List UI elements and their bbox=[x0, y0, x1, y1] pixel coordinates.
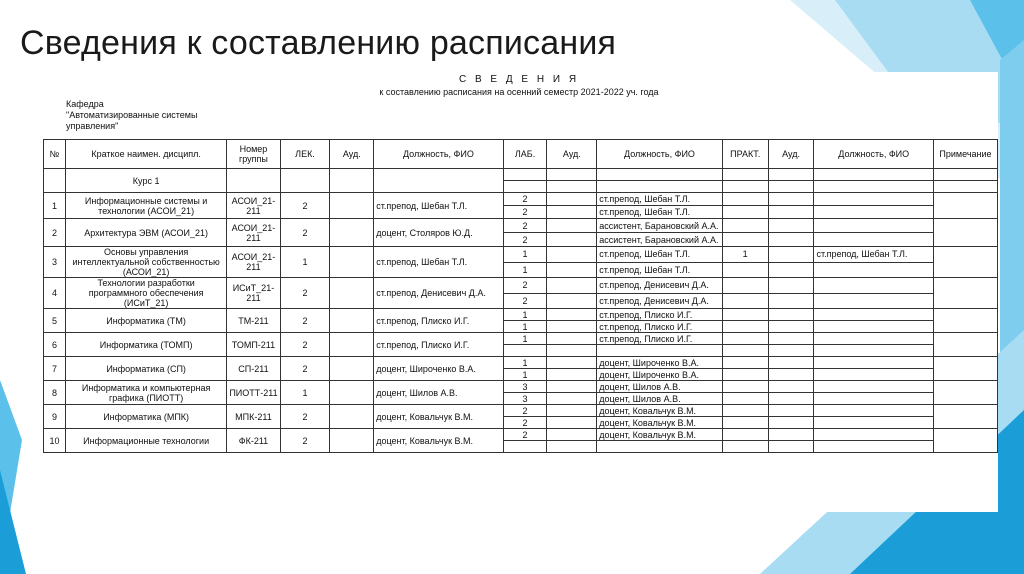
slide-title: Сведения к составлению расписания bbox=[20, 24, 617, 62]
lab-hours: 2 bbox=[503, 278, 547, 294]
schedule-table bbox=[43, 139, 998, 453]
note bbox=[933, 219, 997, 247]
practice-teacher bbox=[814, 309, 933, 321]
practice-room bbox=[768, 381, 814, 393]
lecture-hours: 2 bbox=[280, 278, 330, 309]
discipline-name: Архитектура ЭВМ (АСОИ_21) bbox=[65, 219, 226, 247]
lecture-room bbox=[330, 219, 374, 247]
lab-teacher: доцент, Ковальчук В.М. bbox=[597, 405, 722, 417]
group-number: АСОИ_21-211 bbox=[227, 219, 280, 247]
practice-hours bbox=[722, 233, 768, 247]
discipline-name: Информационные системы и технологии (АСОИ_21) bbox=[65, 193, 226, 219]
lab-hours: 2 bbox=[503, 293, 547, 309]
group-number: ПИОТТ-211 bbox=[227, 381, 280, 405]
practice-teacher bbox=[814, 278, 933, 294]
lab-hours: 1 bbox=[503, 357, 547, 369]
document-scan bbox=[40, 72, 998, 512]
lab-teacher: ст.препод, Денисевич Д.А. bbox=[597, 293, 722, 309]
lab-hours: 2 bbox=[503, 206, 547, 219]
group-number: ТМ-211 bbox=[227, 309, 280, 333]
practice-room bbox=[768, 369, 814, 381]
lecture-hours: 2 bbox=[280, 357, 330, 381]
column-header: ЛАБ. bbox=[503, 140, 547, 169]
row-number: 7 bbox=[44, 357, 66, 381]
discipline-name: Основы управления интеллектуальной собственностью (АСОИ_21) bbox=[65, 247, 226, 278]
table-row bbox=[44, 381, 998, 393]
lab-teacher: ст.препод, Денисевич Д.А. bbox=[597, 278, 722, 294]
lab-hours: 2 bbox=[503, 417, 547, 429]
lab-room bbox=[547, 293, 597, 309]
practice-room bbox=[768, 219, 814, 233]
lab-teacher bbox=[597, 441, 722, 453]
row-number: 9 bbox=[44, 405, 66, 429]
row-number: 6 bbox=[44, 333, 66, 357]
practice-hours bbox=[722, 381, 768, 393]
group-number: СП-211 bbox=[227, 357, 280, 381]
column-header: № bbox=[44, 140, 66, 169]
practice-teacher bbox=[814, 441, 933, 453]
lab-teacher: доцент, Ковальчук В.М. bbox=[597, 417, 722, 429]
practice-room bbox=[768, 405, 814, 417]
row-number: 8 bbox=[44, 381, 66, 405]
lecture-room bbox=[330, 278, 374, 309]
table-row bbox=[44, 405, 998, 417]
practice-teacher bbox=[814, 219, 933, 233]
practice-room bbox=[768, 262, 814, 278]
discipline-name: Информатика (МПК) bbox=[65, 405, 226, 429]
lab-hours bbox=[503, 345, 547, 357]
lecture-teacher: доцент, Шилов А.В. bbox=[374, 381, 503, 405]
practice-teacher bbox=[814, 381, 933, 393]
practice-teacher bbox=[814, 357, 933, 369]
lab-hours: 1 bbox=[503, 321, 547, 333]
table-row bbox=[44, 333, 998, 345]
practice-hours bbox=[722, 357, 768, 369]
column-header: Ауд. bbox=[330, 140, 374, 169]
lab-hours: 1 bbox=[503, 262, 547, 278]
document-subheading: к составлению расписания на осенний семестр 2021-2022 уч. года bbox=[379, 87, 659, 97]
practice-room bbox=[768, 333, 814, 345]
practice-hours bbox=[722, 321, 768, 333]
lecture-hours: 2 bbox=[280, 333, 330, 357]
column-header: ПРАКТ. bbox=[722, 140, 768, 169]
practice-room bbox=[768, 417, 814, 429]
lab-teacher: доцент, Ковальчук В.М. bbox=[597, 429, 722, 441]
practice-teacher bbox=[814, 262, 933, 278]
practice-hours bbox=[722, 333, 768, 345]
lab-hours: 3 bbox=[503, 393, 547, 405]
group-number: МПК-211 bbox=[227, 405, 280, 429]
note bbox=[933, 309, 997, 333]
note bbox=[933, 278, 997, 309]
column-header: Ауд. bbox=[768, 140, 814, 169]
lab-room bbox=[547, 369, 597, 381]
group-number: ТОМП-211 bbox=[227, 333, 280, 357]
lab-room bbox=[547, 333, 597, 345]
lab-room bbox=[547, 357, 597, 369]
department-line: Кафедра bbox=[66, 99, 104, 109]
column-header: Должность, ФИО bbox=[374, 140, 503, 169]
practice-room bbox=[768, 429, 814, 441]
practice-hours bbox=[722, 441, 768, 453]
practice-teacher bbox=[814, 393, 933, 405]
lab-room bbox=[547, 262, 597, 278]
lab-room bbox=[547, 247, 597, 263]
lab-room bbox=[547, 381, 597, 393]
lecture-hours: 1 bbox=[280, 247, 330, 278]
table-row bbox=[44, 278, 998, 294]
column-header: Должность, ФИО bbox=[814, 140, 933, 169]
note bbox=[933, 333, 997, 357]
lab-teacher: ст.препод, Шебан Т.Л. bbox=[597, 193, 722, 206]
lab-teacher: ассистент, Барановский А.А. bbox=[597, 219, 722, 233]
practice-hours bbox=[722, 369, 768, 381]
lab-room bbox=[547, 417, 597, 429]
lab-teacher: доцент, Шилов А.В. bbox=[597, 393, 722, 405]
department-line: "Автоматизированные системы bbox=[66, 110, 198, 120]
practice-hours bbox=[722, 293, 768, 309]
lab-hours: 2 bbox=[503, 219, 547, 233]
table-row bbox=[44, 193, 998, 206]
department-line: управления" bbox=[66, 121, 119, 131]
practice-hours bbox=[722, 262, 768, 278]
lab-room bbox=[547, 321, 597, 333]
lab-teacher: ст.препод, Шебан Т.Л. bbox=[597, 262, 722, 278]
lecture-hours: 2 bbox=[280, 193, 330, 219]
lab-teacher: доцент, Шилов А.В. bbox=[597, 381, 722, 393]
practice-hours bbox=[722, 193, 768, 206]
lecture-hours: 2 bbox=[280, 309, 330, 333]
table-row bbox=[44, 357, 998, 369]
discipline-name: Технологии разработки программного обеспечения (ИСиТ_21) bbox=[65, 278, 226, 309]
lab-room bbox=[547, 429, 597, 441]
lab-room bbox=[547, 405, 597, 417]
lecture-room bbox=[330, 381, 374, 405]
practice-room bbox=[768, 206, 814, 219]
row-number: 10 bbox=[44, 429, 66, 453]
practice-room bbox=[768, 309, 814, 321]
practice-hours bbox=[722, 429, 768, 441]
practice-room bbox=[768, 357, 814, 369]
practice-teacher bbox=[814, 193, 933, 206]
lab-hours: 2 bbox=[503, 405, 547, 417]
lab-teacher: доцент, Широченко В.А. bbox=[597, 369, 722, 381]
practice-teacher bbox=[814, 321, 933, 333]
lab-teacher: ст.препод, Шебан Т.Л. bbox=[597, 247, 722, 263]
row-number: 2 bbox=[44, 219, 66, 247]
lab-teacher: ст.препод, Шебан Т.Л. bbox=[597, 206, 722, 219]
lecture-room bbox=[330, 429, 374, 453]
table-header-row bbox=[44, 140, 998, 169]
lecture-room bbox=[330, 357, 374, 381]
discipline-name: Информационные технологии bbox=[65, 429, 226, 453]
lecture-room bbox=[330, 193, 374, 219]
department-block bbox=[66, 99, 197, 132]
practice-hours bbox=[722, 417, 768, 429]
practice-hours bbox=[722, 405, 768, 417]
lab-hours: 2 bbox=[503, 429, 547, 441]
practice-room bbox=[768, 293, 814, 309]
note bbox=[933, 193, 997, 219]
practice-teacher bbox=[814, 293, 933, 309]
practice-teacher bbox=[814, 206, 933, 219]
practice-room bbox=[768, 345, 814, 357]
column-header: Должность, ФИО bbox=[597, 140, 722, 169]
group-number: ФК-211 bbox=[227, 429, 280, 453]
lab-teacher: ассистент, Барановский А.А. bbox=[597, 233, 722, 247]
practice-hours bbox=[722, 393, 768, 405]
note bbox=[933, 429, 997, 453]
table-row bbox=[44, 219, 998, 233]
lecture-teacher: ст.препод, Плиско И.Г. bbox=[374, 309, 503, 333]
lecture-room bbox=[330, 333, 374, 357]
lecture-hours: 2 bbox=[280, 429, 330, 453]
lecture-teacher: ст.препод, Плиско И.Г. bbox=[374, 333, 503, 357]
note bbox=[933, 381, 997, 405]
practice-room bbox=[768, 247, 814, 263]
practice-hours bbox=[722, 219, 768, 233]
course-row bbox=[44, 169, 998, 181]
lab-room bbox=[547, 309, 597, 321]
practice-room bbox=[768, 321, 814, 333]
practice-room bbox=[768, 193, 814, 206]
lecture-teacher: доцент, Столяров Ю.Д. bbox=[374, 219, 503, 247]
lecture-teacher: ст.препод, Денисевич Д.А. bbox=[374, 278, 503, 309]
lecture-teacher: доцент, Ковальчук В.М. bbox=[374, 405, 503, 429]
column-header: Примечание bbox=[933, 140, 997, 169]
discipline-name: Информатика (ТМ) bbox=[65, 309, 226, 333]
lab-teacher: ст.препод, Плиско И.Г. bbox=[597, 333, 722, 345]
row-number: 3 bbox=[44, 247, 66, 278]
column-header: Краткое наимен. дисципл. bbox=[65, 140, 226, 169]
lecture-teacher: доцент, Ковальчук В.М. bbox=[374, 429, 503, 453]
table-row bbox=[44, 309, 998, 321]
lab-room bbox=[547, 233, 597, 247]
lab-room bbox=[547, 206, 597, 219]
lecture-teacher: ст.препод, Шебан Т.Л. bbox=[374, 193, 503, 219]
practice-teacher bbox=[814, 405, 933, 417]
note bbox=[933, 405, 997, 429]
row-number: 1 bbox=[44, 193, 66, 219]
lab-teacher: ст.препод, Плиско И.Г. bbox=[597, 321, 722, 333]
lab-room bbox=[547, 278, 597, 294]
practice-teacher bbox=[814, 233, 933, 247]
practice-room bbox=[768, 233, 814, 247]
practice-room bbox=[768, 278, 814, 294]
lab-hours: 1 bbox=[503, 369, 547, 381]
lecture-hours: 2 bbox=[280, 219, 330, 247]
column-header: ЛЕК. bbox=[280, 140, 330, 169]
lecture-teacher: доцент, Широченко В.А. bbox=[374, 357, 503, 381]
practice-teacher bbox=[814, 429, 933, 441]
discipline-name: Информатика (ТОМП) bbox=[65, 333, 226, 357]
lecture-room bbox=[330, 309, 374, 333]
lecture-teacher: ст.препод, Шебан Т.Л. bbox=[374, 247, 503, 278]
discipline-name: Информатика (СП) bbox=[65, 357, 226, 381]
practice-room bbox=[768, 441, 814, 453]
lab-room bbox=[547, 393, 597, 405]
row-number: 4 bbox=[44, 278, 66, 309]
lab-hours: 2 bbox=[503, 193, 547, 206]
practice-hours bbox=[722, 206, 768, 219]
group-number: АСОИ_21-211 bbox=[227, 193, 280, 219]
column-header: Номер группы bbox=[227, 140, 280, 169]
practice-hours bbox=[722, 309, 768, 321]
lab-teacher: доцент, Широченко В.А. bbox=[597, 357, 722, 369]
lab-room bbox=[547, 193, 597, 206]
group-number: ИСиТ_21-211 bbox=[227, 278, 280, 309]
document-heading: С В Е Д Е Н И Я bbox=[458, 74, 580, 85]
note bbox=[933, 357, 997, 381]
course-label: Курс 1 bbox=[65, 169, 226, 193]
table-row bbox=[44, 429, 998, 441]
practice-hours: 1 bbox=[722, 247, 768, 263]
lab-hours: 3 bbox=[503, 381, 547, 393]
column-header: Ауд. bbox=[547, 140, 597, 169]
lab-hours: 1 bbox=[503, 309, 547, 321]
lecture-room bbox=[330, 247, 374, 278]
lab-room bbox=[547, 441, 597, 453]
lab-hours bbox=[503, 441, 547, 453]
lab-hours: 2 bbox=[503, 233, 547, 247]
table-body bbox=[44, 169, 998, 453]
practice-hours bbox=[722, 278, 768, 294]
group-number: АСОИ_21-211 bbox=[227, 247, 280, 278]
practice-teacher bbox=[814, 345, 933, 357]
lab-hours: 1 bbox=[503, 333, 547, 345]
lecture-hours: 2 bbox=[280, 405, 330, 429]
lecture-room bbox=[330, 405, 374, 429]
lab-teacher: ст.препод, Плиско И.Г. bbox=[597, 309, 722, 321]
lab-hours: 1 bbox=[503, 247, 547, 263]
lecture-hours: 1 bbox=[280, 381, 330, 405]
practice-teacher bbox=[814, 333, 933, 345]
practice-teacher bbox=[814, 417, 933, 429]
row-number: 5 bbox=[44, 309, 66, 333]
practice-teacher bbox=[814, 369, 933, 381]
table-row bbox=[44, 247, 998, 263]
practice-teacher: ст.препод, Шебан Т.Л. bbox=[814, 247, 933, 263]
discipline-name: Информатика и компьютерная графика (ПИОТТ) bbox=[65, 381, 226, 405]
practice-hours bbox=[722, 345, 768, 357]
lab-room bbox=[547, 345, 597, 357]
lab-room bbox=[547, 219, 597, 233]
practice-room bbox=[768, 393, 814, 405]
lab-teacher bbox=[597, 345, 722, 357]
note bbox=[933, 247, 997, 278]
